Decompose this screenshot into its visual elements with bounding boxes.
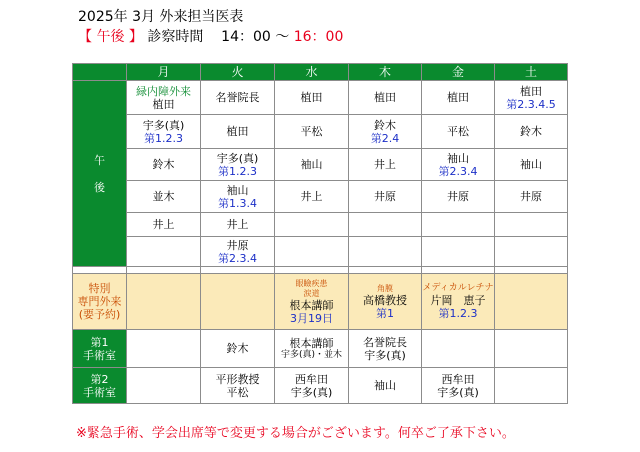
doctor-name: 袖山 xyxy=(447,151,469,165)
doctor-name: 名誉院長 xyxy=(363,335,407,349)
cell-pm4-tue xyxy=(201,181,275,213)
special-row xyxy=(73,274,568,330)
spacer-cell xyxy=(127,267,201,274)
time-end: 16：00 xyxy=(293,29,344,45)
week-note: 第2.3.4 xyxy=(218,251,257,265)
cell-pm5-wed xyxy=(275,213,349,237)
cell-pm2-wed: 平松 xyxy=(275,115,349,149)
cell-or1-thu xyxy=(349,330,422,368)
special-label-2: 専門外来 xyxy=(77,295,122,308)
or1-row xyxy=(73,330,568,368)
cell-or1-mon xyxy=(127,330,201,368)
doctor-name: 根本講師 xyxy=(289,298,334,312)
cell-pm5-thu xyxy=(349,213,422,237)
cell-pm3-thu: 井上 xyxy=(349,149,422,181)
cell-pm6-fri xyxy=(422,237,495,267)
session-label: 【 午後 】 xyxy=(78,29,143,45)
week-note: 第1 xyxy=(376,306,394,320)
day-mon: 月 xyxy=(127,64,201,81)
cell-pm2-tue: 植田 xyxy=(201,115,275,149)
notice-text: ※緊急手術、学会出席等で変更する場合がございます。何卒ご了承下さい。 xyxy=(76,426,515,441)
time-start: 14：00 xyxy=(221,29,271,45)
side-pm-top: 午 xyxy=(94,153,105,167)
cell-pm3-sat: 袖山 xyxy=(495,149,568,181)
table-row xyxy=(73,149,568,181)
cell-or2-sat xyxy=(495,368,568,404)
cell-pm5-fri xyxy=(422,213,495,237)
cell-sp-fri xyxy=(422,274,495,330)
doctor-name: 宇多(真) xyxy=(437,385,479,399)
corner-cell xyxy=(73,64,127,81)
side-label-pm xyxy=(73,81,127,267)
cell-sp-sat xyxy=(495,274,568,330)
clinic-name: 緑内障外来 xyxy=(136,84,191,98)
cell-pm2-thu xyxy=(349,115,422,149)
cell-or2-thu: 袖山 xyxy=(349,368,422,404)
cell-pm2-fri: 平松 xyxy=(422,115,495,149)
doctor-name: 植田 xyxy=(520,84,542,98)
cell-pm4-mon: 並木 xyxy=(127,181,201,213)
cell-pm4-sat: 井原 xyxy=(495,181,568,213)
doctor-name: 宇多(真) xyxy=(364,348,406,362)
doctor-name: 平形教授 xyxy=(215,372,260,386)
cell-or1-wed xyxy=(275,330,349,368)
spacer-cell xyxy=(275,267,349,274)
doctor-name: 井原 xyxy=(226,238,249,252)
cell-or2-fri xyxy=(422,368,495,404)
doctor-name: 片岡 恵子 xyxy=(430,294,486,307)
spacer-cell xyxy=(495,267,568,274)
clinic-type: メディカルレチナ xyxy=(422,283,494,293)
schedule-table xyxy=(72,63,568,404)
cell-or2-mon xyxy=(127,368,201,404)
cell-pm1-fri: 植田 xyxy=(422,81,495,115)
clinic-type: 眼瞼疾患 xyxy=(295,278,328,288)
cell-pm1-sat xyxy=(495,81,568,115)
header-row xyxy=(73,64,568,81)
doctor-name: 植田 xyxy=(152,97,175,111)
day-wed: 水 xyxy=(275,64,349,81)
clinic-type: 涙道 xyxy=(303,288,320,298)
cell-sp-mon xyxy=(127,274,201,330)
cell-pm5-mon: 井上 xyxy=(127,213,201,237)
table-row xyxy=(73,237,568,267)
cell-pm3-mon: 鈴木 xyxy=(127,149,201,181)
cell-or1-tue: 鈴木 xyxy=(201,330,275,368)
cell-pm2-sat: 鈴木 xyxy=(495,115,568,149)
doctor-name: 袖山 xyxy=(226,183,249,197)
cell-pm3-wed: 袖山 xyxy=(275,149,349,181)
doctor-name: 宇多(真) xyxy=(216,151,259,165)
table-row xyxy=(73,115,568,149)
spacer-cell xyxy=(349,267,422,274)
cell-or2-wed xyxy=(275,368,349,404)
clinic-type: 角膜 xyxy=(377,283,393,293)
special-label-3: (要予約) xyxy=(78,308,121,321)
cell-sp-wed xyxy=(275,274,349,330)
spacer-cell xyxy=(422,267,495,274)
doctor-name: 根本講師 xyxy=(289,336,334,350)
or2-label-1: 第2 xyxy=(90,372,109,386)
cell-pm1-mon xyxy=(127,81,201,115)
cell-pm5-sat xyxy=(495,213,568,237)
spacer-cell xyxy=(201,267,275,274)
page-title: 2025年 3月 外来担当医表 xyxy=(78,9,244,25)
cell-pm3-fri xyxy=(422,149,495,181)
day-thu: 木 xyxy=(349,64,422,81)
spacer-row xyxy=(73,267,568,274)
doctor-name: 宇多(真)・並木 xyxy=(280,349,343,360)
cell-pm1-wed: 植田 xyxy=(275,81,349,115)
doctor-name: 高橋教授 xyxy=(363,293,407,307)
cell-pm3-tue xyxy=(201,149,275,181)
side-label-special xyxy=(73,274,127,330)
clinic-date: 3月19日 xyxy=(290,311,333,325)
week-note: 第1.2.3 xyxy=(438,307,478,320)
cell-pm6-thu xyxy=(349,237,422,267)
cell-pm2-mon xyxy=(127,115,201,149)
day-tue: 火 xyxy=(201,64,275,81)
cell-pm1-tue: 名誉院長 xyxy=(201,81,275,115)
side-pm-bottom: 後 xyxy=(94,180,105,194)
or2-label-2: 手術室 xyxy=(83,385,116,399)
week-note: 第1.2.3 xyxy=(144,131,183,145)
table-row xyxy=(73,181,568,213)
time-tilde: ～ xyxy=(275,29,290,45)
cell-pm6-tue xyxy=(201,237,275,267)
doctor-name: 宇多(真) xyxy=(290,385,333,399)
cell-pm4-thu: 井原 xyxy=(349,181,422,213)
or2-row xyxy=(73,368,568,404)
cell-or1-sat xyxy=(495,330,568,368)
table-row xyxy=(73,213,568,237)
doctor-name: 平松 xyxy=(226,385,249,399)
cell-sp-tue xyxy=(201,274,275,330)
hours-label: 診察時間 xyxy=(147,29,204,45)
cell-pm6-mon xyxy=(127,237,201,267)
cell-pm1-thu: 植田 xyxy=(349,81,422,115)
week-note: 第2.3.4 xyxy=(438,164,478,178)
cell-pm4-fri: 井原 xyxy=(422,181,495,213)
day-fri: 金 xyxy=(422,64,495,81)
cell-or1-fri xyxy=(422,330,495,368)
cell-sp-thu xyxy=(349,274,422,330)
week-note: 第2.3.4.5 xyxy=(506,97,556,111)
day-sat: 土 xyxy=(495,64,568,81)
week-note: 第1.3.4 xyxy=(218,196,257,210)
week-note: 第1.2.3 xyxy=(218,164,257,178)
side-label-or2 xyxy=(73,368,127,404)
cell-pm6-wed xyxy=(275,237,349,267)
special-label-1: 特別 xyxy=(88,282,111,295)
or1-label-2: 手術室 xyxy=(83,348,116,362)
week-note: 第2.4 xyxy=(370,131,400,145)
spacer-cell xyxy=(73,267,127,274)
cell-pm6-sat xyxy=(495,237,568,267)
doctor-name: 鈴木 xyxy=(374,118,396,132)
or1-label-1: 第1 xyxy=(90,335,109,349)
session-hours xyxy=(78,26,343,46)
cell-pm4-wed: 井上 xyxy=(275,181,349,213)
doctor-name: 宇多(真) xyxy=(142,118,185,132)
cell-pm5-tue: 井上 xyxy=(201,213,275,237)
doctor-name: 西牟田 xyxy=(441,372,475,386)
side-label-or1 xyxy=(73,330,127,368)
doctor-name: 西牟田 xyxy=(295,372,328,386)
table-row xyxy=(73,81,568,115)
cell-or2-tue xyxy=(201,368,275,404)
